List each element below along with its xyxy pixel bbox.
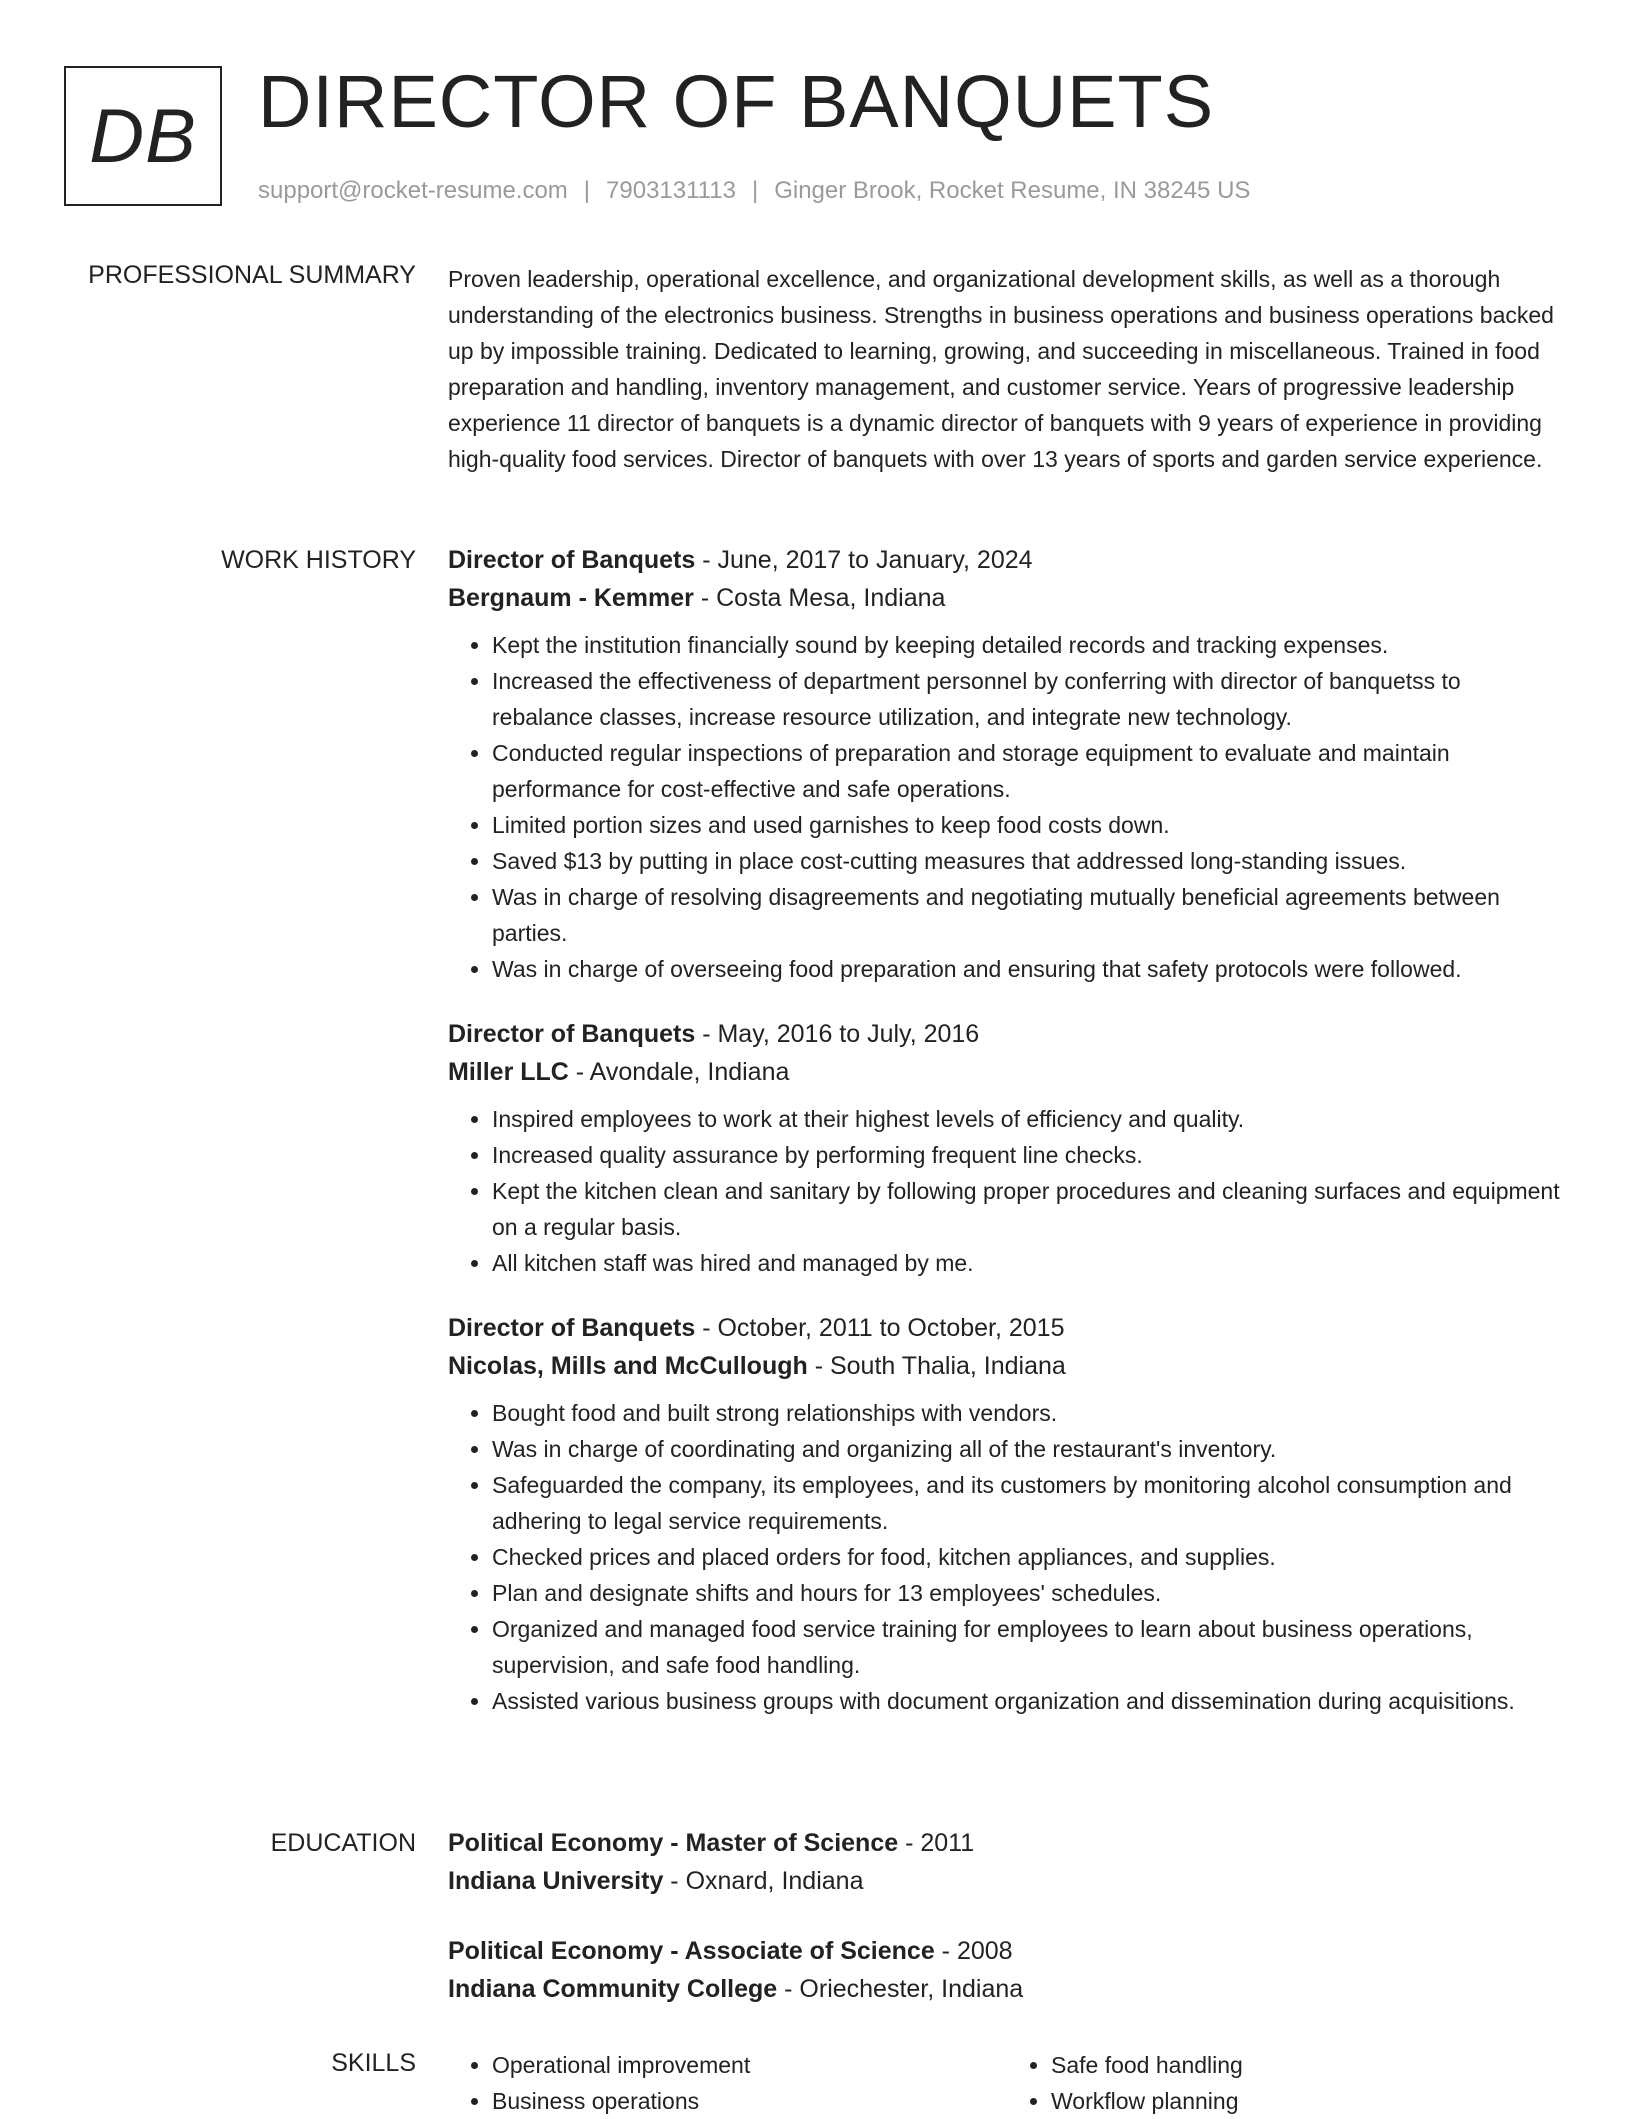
job-bullet: • Saved $13 by putting in place cost-cutting measures that addressed long-standing issues. [492,843,1566,879]
job-title-line [448,1309,1566,1347]
education-degree: Political Economy - Associate of Science [448,1937,935,1965]
job-location: - Costa Mesa, Indiana [693,584,946,612]
education-location: - Oxnard, Indiana [663,1867,864,1895]
section-label-education: EDUCATION [270,1829,416,1857]
contact-line [258,176,1250,206]
job-bullet: • Assisted various business groups with document organization and dissemination during acquisitions. [492,1683,1566,1719]
job-bullet: • Increased quality assurance by performing frequent line checks. [492,1137,1566,1173]
job-bullet: • Bought food and built strong relationships with vendors. [492,1395,1566,1431]
job-company-line [448,1347,1566,1385]
education-school-line [448,1862,1566,1900]
education-location: - Oriechester, Indiana [777,1975,1024,2003]
job-bullet: • Limited portion sizes and used garnishes to keep food costs down. [492,807,1566,843]
job-title-line [448,1015,1566,1053]
education-entry [448,1932,1566,2008]
job-bullet: • Was in charge of coordinating and organizing all of the restaurant's inventory. [492,1431,1566,1467]
job-entry [448,1309,1566,1719]
job-bullets [448,627,1566,987]
job-title-line [448,541,1566,579]
education-entry [448,1824,1566,1900]
job-dates: - June, 2017 to January, 2024 [695,546,1033,574]
job-company: Miller LLC [448,1058,569,1086]
monogram-badge: DB [64,66,222,206]
job-bullet: • Was in charge of resolving disagreements and negotiating mutually beneficial agreements between parties. [492,879,1566,951]
education-degree-line [448,1824,1566,1862]
contact-email[interactable]: support@rocket-resume.com [258,177,568,204]
job-bullet: • Checked prices and placed orders for food, kitchen appliances, and supplies. [492,1539,1566,1575]
job-bullet: • Kept the institution financially sound by keeping detailed records and tracking expenses. [492,627,1566,663]
job-location: - Avondale, Indiana [568,1058,790,1086]
education-year: - 2011 [898,1829,975,1857]
skill-item: • Operational improvement [492,2047,1007,2083]
education-year: - 2008 [934,1937,1013,1965]
contact-address: Ginger Brook, Rocket Resume, IN 38245 US [774,177,1251,204]
job-bullets [448,1395,1566,1719]
job-bullet: • Kept the kitchen clean and sanitary by following proper procedures and cleaning surfaces and equipment on a regular basis. [492,1173,1566,1245]
job-entry [448,541,1566,987]
contact-separator: | [583,177,591,204]
work-body [448,541,1566,1747]
contact-phone[interactable]: 7903131113 [606,177,736,204]
job-entry [448,1015,1566,1281]
job-company: Bergnaum - Kemmer [448,584,694,612]
job-dates: - October, 2011 to October, 2015 [695,1314,1065,1342]
job-dates: - May, 2016 to July, 2016 [695,1020,980,1048]
education-degree: Political Economy - Master of Science [448,1829,899,1857]
skill-item: • Business operations [492,2083,1007,2119]
contact-separator: | [751,177,759,204]
job-bullet: • Increased the effectiveness of department personnel by conferring with director of banquetss to rebalance classes, increase resource utilization, and integrate new technology. [492,663,1566,735]
job-bullets [448,1101,1566,1281]
education-school: Indiana Community College [448,1975,778,2003]
education-school: Indiana University [448,1867,664,1895]
skills-columns [448,2047,1566,2119]
job-title: Director of Banquets [448,1314,696,1342]
job-bullet: • Safeguarded the company, its employees, and its customers by monitoring alcohol consumption and adhering to legal service requirements. [492,1467,1566,1539]
education-body [448,1824,1566,2036]
skill-item: • Safe food handling [1051,2047,1566,2083]
job-company-line [448,579,1566,617]
job-bullet: • Plan and designate shifts and hours for 13 employees' schedules. [492,1575,1566,1611]
section-label-skills: SKILLS [331,2049,416,2077]
job-title: Director of Banquets [448,1020,696,1048]
job-bullet: • Organized and managed food service training for employees to learn about business operations, supervision, and safe food handling. [492,1611,1566,1683]
skills-column-right [1007,2047,1566,2119]
resume-title: DIRECTOR OF BANQUETS [258,60,1215,143]
skill-item: • Workflow planning [1051,2083,1566,2119]
job-company: Nicolas, Mills and McCullough [448,1352,808,1380]
skills-column-left [448,2047,1007,2119]
job-location: - South Thalia, Indiana [807,1352,1066,1380]
section-label-work: WORK HISTORY [221,546,416,574]
job-bullet: • Conducted regular inspections of preparation and storage equipment to evaluate and maintain performance for cost-effective and safe operations. [492,735,1566,807]
job-bullet: • Was in charge of overseeing food preparation and ensuring that safety protocols were followed. [492,951,1566,987]
summary-body [448,261,1566,477]
education-degree-line [448,1932,1566,1970]
job-company-line [448,1053,1566,1091]
summary-text: Proven leadership, operational excellence, and organizational development skills, as well as a thorough understanding of the electronics business. Strengths in business operations and business operations backed up by impossible training. Dedicated to learning, growing, and succeeding in miscellaneous. Trained in food preparation and handling, inventory management, and customer service. Years of progressive leadership experience 11 director of banquets is a dynamic director of banquets with 9 years of experience in providing high-quality food services. Director of banquets with over 13 years of sports and garden service experience. [448,266,1554,472]
job-bullet: • All kitchen staff was hired and managed by me. [492,1245,1566,1281]
education-school-line [448,1970,1566,2008]
skills-body [448,2047,1566,2119]
job-bullet: • Inspired employees to work at their highest levels of efficiency and quality. [492,1101,1566,1137]
job-title: Director of Banquets [448,546,696,574]
section-label-summary: PROFESSIONAL SUMMARY [88,261,416,289]
